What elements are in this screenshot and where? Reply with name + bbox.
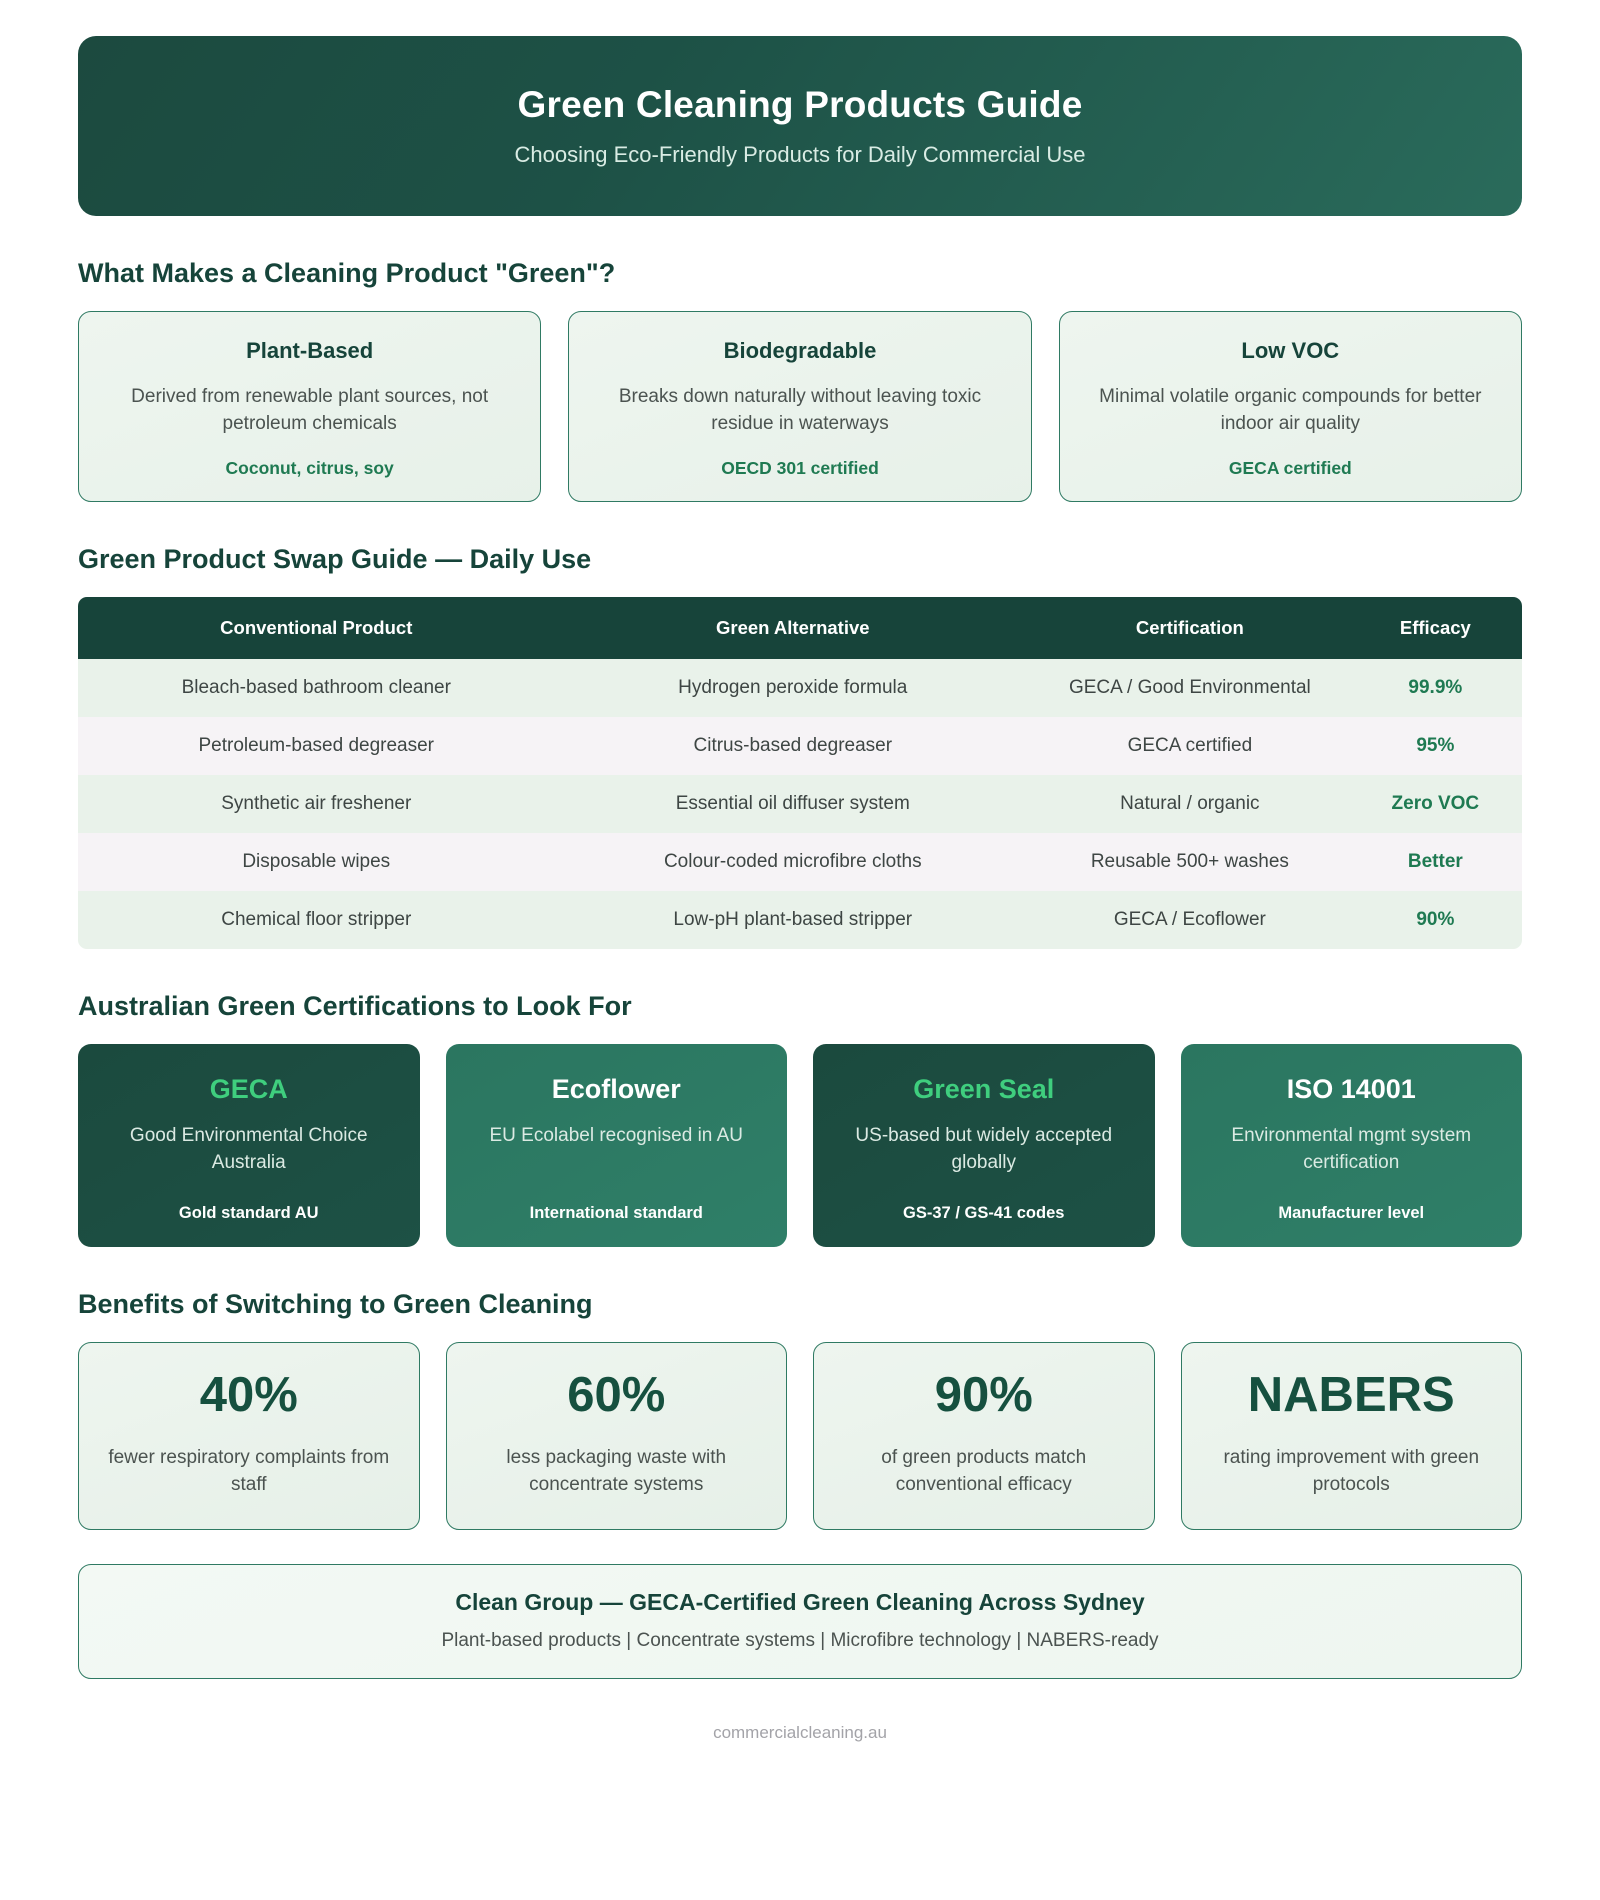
feature-tag: GECA certified [1228,457,1352,478]
feature-card [1059,311,1522,502]
certification-description: Environmental mgmt system certification [1231,1124,1472,1173]
cell-conventional: Disposable wipes [242,850,391,872]
cell-alternative: Hydrogen peroxide formula [678,676,908,698]
column-header-alternative: Green Alternative [555,597,1032,659]
certification-card-iso-14001 [1181,1044,1523,1247]
certification-card-green-seal [813,1044,1155,1247]
stat-value: 60% [567,1367,666,1422]
certifications-heading: Australian Green Certifications to Look For [78,990,632,1021]
benefit-stat-card [1181,1342,1523,1530]
certification-description: EU Ecolabel recognised in AU [489,1124,743,1146]
stat-value: 40% [199,1367,298,1422]
feature-title: Plant-Based [246,338,374,363]
cell-alternative: Essential oil diffuser system [675,792,910,814]
stat-label: less packaging waste with concentrate systems [506,1446,727,1496]
page-header [78,36,1522,216]
cell-certification: Natural / organic [1120,792,1260,814]
site-url: commercialcleaning.au [713,1722,887,1742]
certification-note: Gold standard AU [178,1203,319,1222]
features-heading: What Makes a Cleaning Product "Green"? [78,258,616,288]
cell-conventional: Chemical floor stripper [221,908,412,930]
cell-efficacy: Better [1407,850,1463,872]
stat-label: of green products match conventional efficacy [881,1446,1087,1496]
certification-card-geca [78,1044,420,1247]
feature-description: Minimal volatile organic compounds for better indoor air quality [1099,386,1482,434]
table-row [78,775,1522,833]
table-row [78,891,1522,949]
certification-title: Ecoflower [551,1073,681,1104]
page-subtitle: Choosing Eco-Friendly Products for Daily Commercial Use [514,142,1086,167]
benefit-stat-card [813,1342,1155,1530]
certification-note: GS-37 / GS-41 codes [903,1203,1065,1222]
certification-note: Manufacturer level [1278,1203,1425,1222]
feature-title: Low VOC [1241,338,1340,363]
benefits-heading: Benefits of Switching to Green Cleaning [78,1288,593,1319]
stat-value: NABERS [1247,1367,1455,1422]
cell-alternative: Low-pH plant-based stripper [673,908,913,930]
certification-card-row [78,1044,1522,1247]
feature-description: Derived from renewable plant sources, not petroleum chemicals [131,386,489,434]
cta-subtitle: Plant-based products | Concentrate systems | Microfibre technology | NABERS-ready [441,1629,1159,1651]
cell-conventional: Bleach-based bathroom cleaner [181,676,451,698]
cell-efficacy: Zero VOC [1391,792,1480,814]
column-header-efficacy: Efficacy [1349,597,1522,659]
certification-description: Good Environmental Choice Australia [129,1124,368,1173]
certification-title: Green Seal [913,1073,1055,1104]
stat-label: rating improvement with green protocols [1223,1446,1480,1496]
feature-card [78,311,541,502]
cell-alternative: Colour-coded microfibre cloths [663,850,922,872]
certification-card-ecoflower [446,1044,788,1247]
certification-description: US-based but widely accepted globally [855,1124,1113,1173]
certification-note: International standard [529,1203,703,1222]
benefit-stat-card [78,1342,420,1530]
cell-alternative: Citrus-based degreaser [693,734,893,756]
stat-value: 90% [934,1367,1033,1422]
page-title: Green Cleaning Products Guide [517,84,1083,125]
column-header-certification: Certification [1031,597,1349,659]
feature-card [568,311,1031,502]
cta-banner [78,1564,1522,1679]
table-header [78,597,1522,659]
table-header-row [78,597,1522,659]
certification-title: ISO 14001 [1286,1073,1416,1104]
feature-title: Biodegradable [723,338,877,363]
cell-certification: GECA / Ecoflower [1113,908,1266,930]
benefit-stat-card [446,1342,788,1530]
cta-title: Clean Group — GECA-Certified Green Cleaning Across Sydney [455,1588,1145,1615]
swap-guide-table [78,597,1522,949]
table-heading: Green Product Swap Guide — Daily Use [78,543,592,574]
feature-tag: OECD 301 certified [721,457,879,478]
stat-label: fewer respiratory complaints from staff [108,1446,390,1496]
feature-description: Breaks down naturally without leaving toxic residue in waterways [618,386,982,434]
table-row [78,717,1522,775]
cell-conventional: Synthetic air freshener [221,792,412,814]
feature-card-row [78,311,1522,502]
cell-certification: GECA / Good Environmental [1068,676,1311,698]
benefit-stat-row [78,1342,1522,1530]
certification-title: GECA [209,1073,288,1104]
table-row [78,659,1522,717]
cell-certification: GECA certified [1127,734,1253,756]
table-body [78,659,1522,949]
cell-efficacy: 90% [1416,908,1455,930]
table-row [78,833,1522,891]
feature-tag: Coconut, citrus, soy [225,457,394,478]
cell-conventional: Petroleum-based degreaser [198,734,435,756]
cell-efficacy: 99.9% [1408,676,1463,698]
column-header-conventional: Conventional Product [78,597,555,659]
cell-efficacy: 95% [1416,734,1455,756]
cell-certification: Reusable 500+ washes [1090,850,1289,872]
